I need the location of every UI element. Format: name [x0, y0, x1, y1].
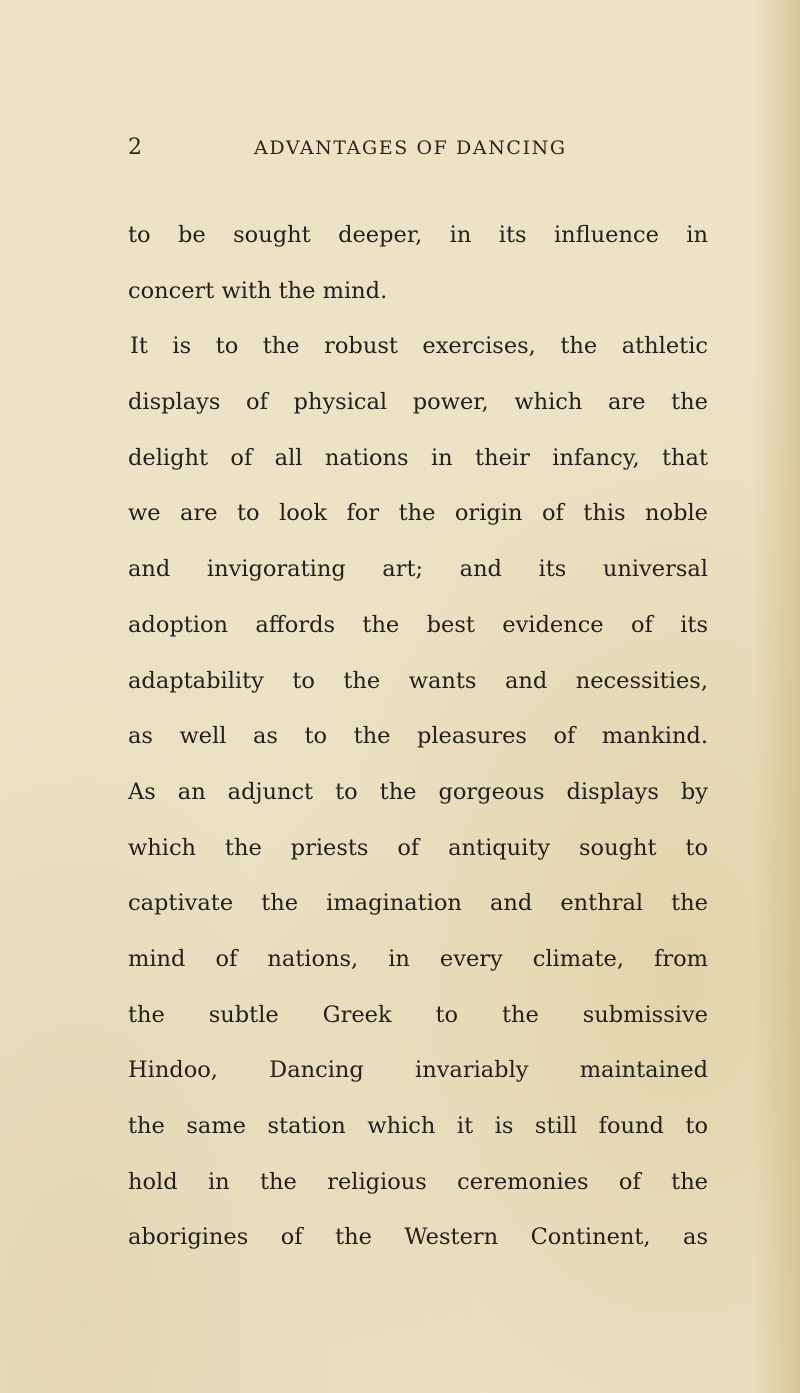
- text-line: adaptability to the wants and necessities,: [128, 667, 708, 694]
- text-line: and invigorating art; and its universal: [128, 556, 708, 583]
- text-line: the subtle Greek to the submissive: [128, 1001, 708, 1028]
- text-line: concert with the mind.: [128, 277, 388, 304]
- text-line: to be sought deeper, in its influence in: [128, 222, 708, 248]
- text-line: As an adjunct to the gorgeous displays by: [128, 778, 708, 805]
- text-line: mind of nations, in every climate, from: [128, 945, 708, 972]
- running-head-title: ADVANTAGES OF DANCING: [254, 137, 567, 159]
- text-line: hold in the religious ceremonies of the: [128, 1168, 708, 1195]
- text-line: delight of all nations in their infancy, that: [128, 444, 708, 471]
- text-line: displays of physical power, which are the: [128, 389, 708, 416]
- text-line: which the priests of antiquity sought to: [128, 834, 708, 861]
- text-line: captivate the imagination and enthral the: [128, 890, 708, 917]
- body-text: [128, 208, 708, 1266]
- text-line: adoption affords the best evidence of its: [128, 611, 708, 638]
- text-line: Hindoo, Dancing invariably maintained: [128, 1057, 708, 1084]
- page-number: 2: [128, 135, 142, 160]
- text-line: we are to look for the origin of this noble: [128, 500, 708, 527]
- text-line: as well as to the pleasures of mankind.: [128, 723, 708, 750]
- text-line: the same station which it is still found to: [128, 1113, 708, 1139]
- running-head: [128, 128, 628, 168]
- text-line: It is to the robust exercises, the athletic: [130, 333, 708, 360]
- text-line: aborigines of the Western Continent, as: [128, 1224, 708, 1251]
